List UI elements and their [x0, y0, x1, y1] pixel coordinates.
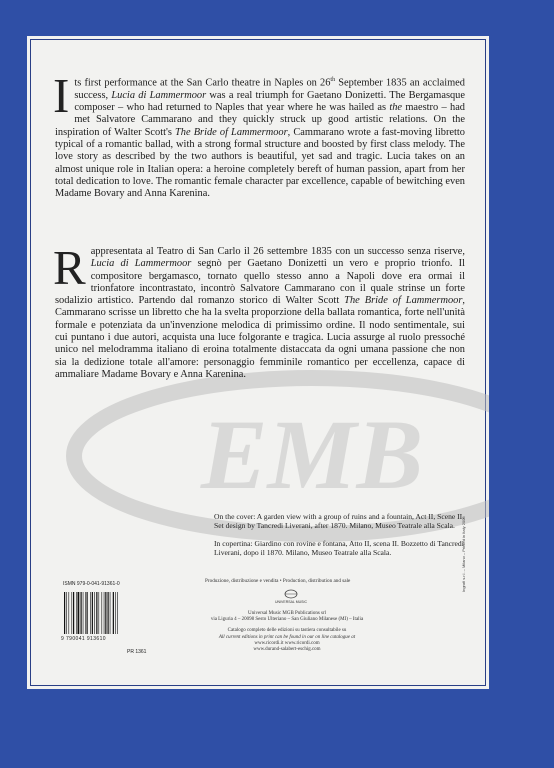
cover-caption-italian: In copertina: Giardino con rovine e fontana, Atto II, scena II. Bozzetto di Tancredi Liverani, dopo il 1870. Milano, Museo Teatrale alla Scala.: [214, 539, 464, 557]
publisher-address: [187, 611, 387, 653]
catalogue-note-english: All current editions in print can be found in our on line catalogue at: [218, 634, 356, 640]
barcode-bar: [105, 592, 106, 634]
publisher-street: via Liguria 4 – 20098 Sesto Ulteriano – San Giuliano Milanese (MI) – Italia: [210, 617, 364, 623]
printer-credit: Ingrafi s.r.l. – Milano – Printed in Italy 2008: [461, 516, 466, 592]
barcode-bar: [83, 592, 84, 634]
barcode-bar: [92, 592, 93, 634]
english-dropcap: I: [53, 68, 70, 123]
barcode-bar: [108, 592, 109, 634]
italian-description: [53, 240, 466, 381]
barcode-bar: [99, 592, 100, 634]
italian-text-part: appresentata al Teatro di San Carlo il 26 settembre 1835 con un successo senza riserve,: [90, 246, 465, 257]
english-text-part: , Cammarano wrote a fast-moving libretto typical of a romantic ballad, with a strong formal structure and boosted by first class melody. The love story as described by the two authors is beautiful, yet sad and tragic. Lucia takes on an almost unique role in Italian opera: a heroine completely bereft of human passion, apart from her total dedication to love. The romantic female character par excellence, capable of bewitching even Madame Bovary and Anna Karenina.: [55, 126, 465, 200]
barcode-bar: [96, 592, 97, 634]
barcode-bar: [69, 592, 70, 634]
barcode-bar: [94, 592, 95, 634]
logo-text: UNIVERSAL MUSIC: [275, 600, 307, 604]
ordinal-suffix: th: [330, 77, 336, 83]
barcode-bar: [113, 592, 114, 634]
italian-text-part: , Cammarano scrisse un libretto che ha la svelta proporzione della ballata romantica, forte nell'unità formale e potenziata da un'invenzione melodica di primissimo ordine. Il nodo sentimentale, sui cui puntano i due autori, acquista una luce folgorante e tragica. Lucia assurge al ruolo pressoché unico nel melodramma italiano di eroina totalmente distaccata da ogni umana passione che non sia la dedizione totale all'amore: personaggio femminile romantico per eccellenza, capace di ammaliare Madame Bovary e Anna Karenina.: [55, 295, 465, 380]
barcode-bar: [102, 592, 103, 634]
universal-music-logo: [271, 589, 311, 605]
novel-title: The Bride of Lammermoor: [344, 295, 463, 307]
barcode-bar: [81, 592, 82, 634]
barcode-bar: [72, 592, 73, 634]
website-links: www.ricordi.it www.ricordi.com: [254, 640, 320, 646]
barcode-bar: [115, 592, 116, 634]
cover-caption-english: On the cover: A garden view with a group of ruins and a fountain, Act II, Scene II. Set design by Tancredi Liverani, after 1870. Milano, Museo Teatrale alla Scala.: [214, 512, 465, 530]
barcode-bar: [110, 592, 111, 634]
barcode-bar: [73, 592, 74, 634]
barcode-bar: [85, 592, 86, 634]
italian-dropcap: R: [53, 240, 86, 295]
emphasis-the: the: [389, 102, 403, 114]
barcode-bar: [76, 592, 77, 634]
website-link-durand: www.durand-salabert-eschig.com: [253, 647, 321, 653]
barcode-bar: [117, 592, 118, 634]
production-line: Produzione, distribuzione e vendita • Production, distribution and sale: [205, 578, 351, 584]
catalogue-note-italian: Catalogo completo delle edizioni su tastiera consultabile su: [227, 628, 347, 634]
watermark-text: EMB: [200, 399, 424, 510]
english-text-part: ts first performance at the San Carlo theatre in Naples on 26: [74, 77, 331, 89]
opera-title: Lucia di Lammermoor: [90, 258, 192, 270]
english-text-part: September 1835 an acclaimed success,: [74, 77, 465, 101]
italian-text-part: segnò per Gaetano Donizetti un vero e proprio trionfo. Il compositore bergamasco, tornato quello stesso anno a Napoli dove era ormai il trionfatore incontrastato, incontrò Salvatore Cammarano con il quale strinse un forte sodalizio artistico. Partendo dal romanzo storico di Walter Scott: [55, 258, 466, 307]
barcode: [63, 592, 133, 636]
barcode-bar: [66, 592, 67, 634]
english-text-part: was a real triumph for Gaetano Donizetti. The Bergamasque composer – who had returned to Naples that year where he was hailed as: [74, 89, 465, 114]
publisher-name: Universal Music MGB Publications srl: [247, 611, 327, 616]
barcode-number: 9 790041 913610: [61, 636, 106, 642]
opera-title: Lucia di Lammermoor: [111, 89, 207, 101]
barcode-bar: [90, 592, 91, 634]
barcode-bar: [78, 592, 80, 634]
barcode-bar: [104, 592, 105, 634]
isbn-label: ISMN 979-0-041-91361-0: [63, 581, 120, 587]
novel-title: The Bride of Lammermoor: [175, 126, 288, 138]
barcode-bar: [64, 592, 65, 634]
english-text-part: maestro – had met Salvatore Cammarano and they quickly struck up good artistic relations. On the inspiration of Walter Scott's: [55, 102, 465, 138]
barcode-bar: [87, 592, 88, 634]
pr-code: PR 1361: [127, 649, 147, 655]
english-description: [53, 68, 465, 200]
back-cover-page: [27, 36, 489, 689]
